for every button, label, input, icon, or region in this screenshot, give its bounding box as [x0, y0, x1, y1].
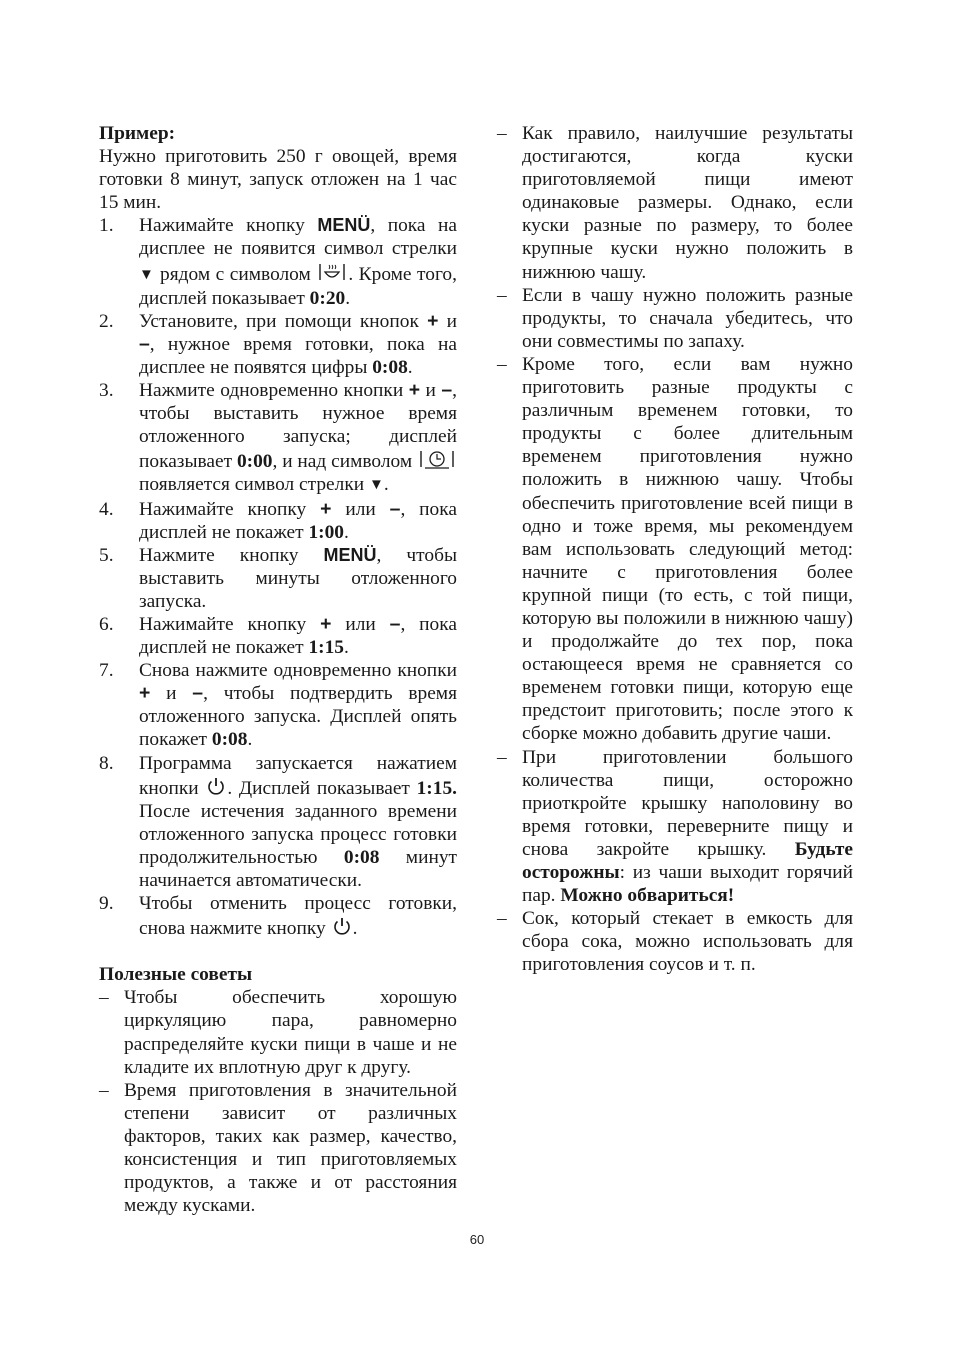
step-text: , пока на дисплее не появится символ стрелки: [139, 215, 457, 260]
step-text: .: [352, 918, 358, 940]
menu-button-label: MENÜ: [317, 215, 371, 236]
step-number: 2.: [99, 310, 114, 332]
dash-bullet: –: [497, 908, 507, 930]
display-value: 1:15.: [416, 777, 458, 799]
step-number: 5.: [99, 544, 114, 566]
step-number: 7.: [99, 660, 114, 682]
power-icon: [331, 915, 353, 937]
steps-list: [99, 214, 457, 940]
dash-bullet: –: [99, 1079, 109, 1101]
step-text: Нажимайте кнопку: [139, 215, 318, 237]
plus-button-label: +: [139, 682, 151, 705]
tip-item: [497, 907, 853, 976]
step-2: [99, 310, 457, 379]
minus-button-label: –: [441, 379, 453, 402]
step-text: Чтобы отменить процесс готовки, снова нажмите кнопку: [139, 893, 457, 940]
step-text: и: [420, 380, 442, 402]
tip-item: [99, 1079, 457, 1218]
step-number: 1.: [99, 215, 114, 237]
step-text: .: [407, 356, 413, 378]
display-value: 0:08: [343, 846, 380, 868]
tip-item: [497, 353, 853, 746]
warning-text: Будьте осторожны: [522, 838, 853, 883]
step-text: Нажимайте кнопку: [139, 498, 321, 520]
step-text: .: [345, 287, 351, 309]
step-text: рядом с символом: [154, 263, 317, 285]
plus-button-label: +: [427, 309, 439, 332]
step-4: [99, 498, 457, 544]
step-text: .: [344, 521, 349, 543]
step-text: Нажимайте кнопку: [139, 613, 321, 635]
tips-list-left: [99, 986, 457, 1217]
example-intro: Нужно приготовить 250 г овощей, время готовки 8 минут, запуск отложен на 1 час 15 мин.: [99, 146, 457, 214]
plus-button-label: +: [408, 379, 421, 402]
dash-bullet: –: [497, 284, 507, 306]
display-value: 0:08: [372, 356, 408, 378]
tip-text: При приготовлении большого количества пищи, осторожно приоткройте крышку наполовину во время готовки, переверните пищу и снова закройте крышку.: [522, 746, 853, 860]
step-text: Нажмите кнопку: [139, 544, 324, 566]
step-text: , чтобы выставить минуты отложенного запуска.: [139, 544, 457, 612]
page-number: 60: [469, 1232, 485, 1247]
dash-bullet: –: [497, 746, 507, 768]
tip-text: Если в чашу нужно положить разные продукты, то сначала убедитесь, что они совместимы по запаху.: [522, 284, 853, 352]
right-column: [497, 122, 853, 976]
tip-item: [497, 284, 853, 353]
down-triangle-icon: ▼: [139, 266, 155, 283]
step-text: , пока дисплей не покажет: [139, 498, 457, 543]
display-value: 0:08: [211, 729, 248, 751]
warning-text: Можно обвариться!: [560, 885, 735, 907]
tip-text: : из чаши выходит горячий пар.: [522, 862, 853, 907]
step-text: , чтобы выставить нужное время отложенного запуска; дисплей показывает: [139, 380, 457, 473]
step-text: появляется символ стрелки: [139, 474, 369, 496]
step-number: 3.: [99, 380, 114, 402]
step-7: [99, 659, 457, 751]
step-text: , чтобы подтвердить время отложенного запуска. Дисплей опять покажет: [139, 683, 457, 751]
tip-item: [99, 986, 457, 1078]
step-text: , нужное время готовки, пока на дисплее не появятся цифры: [139, 333, 457, 378]
step-text: . Дисплей показывает: [227, 777, 417, 799]
step-text: Снова нажмите одновременно кнопки: [139, 660, 457, 682]
step-text: .: [247, 729, 253, 751]
display-value: 0:00: [236, 451, 273, 473]
plus-button-label: +: [320, 497, 332, 520]
example-heading: Пример:: [99, 123, 176, 144]
tip-text: Сок, который стекает в емкость для сбора сока, можно использовать для приготовления соусов и т. п.: [522, 908, 853, 976]
step-number: 6.: [99, 613, 114, 635]
step-text: Программа запускается нажатием кнопки: [139, 752, 457, 799]
steam-basket-icon: [316, 261, 348, 283]
step-number: 9.: [99, 893, 114, 915]
plus-button-label: +: [320, 612, 332, 635]
step-text: . Кроме того, дисплей показывает: [139, 263, 457, 309]
step-number: 8.: [99, 752, 114, 774]
step-text: или: [331, 498, 390, 520]
minus-button-label: –: [389, 612, 401, 635]
step-6: [99, 613, 457, 659]
tip-text: Кроме того, если вам нужно приготовить разные продукты с различным временем готовки, то продукты с более длительным временем приготовления нужно положить в нижнюю чашу. Чтобы обеспечить приготовление всей пищи в одно и тоже время, мы рекомендуем вам использовать следующий метод: начните с приготовления более крупной пищи (то есть, с той пищи, которую вы положили в нижнюю чашу) и продолжайте до тех пор, пока остающееся время не сравняется со временем готовки пищи, которую еще предстоит приготовить; после этого к сборке можно добавить другие чаши.: [522, 353, 853, 745]
step-8: [99, 752, 457, 893]
tip-text: Чтобы обеспечить хорошую циркуляцию пара, равномерно распределяйте куски пищи в чаше и не кладите их вплотную друг к другу.: [124, 987, 457, 1078]
dash-bullet: –: [99, 987, 109, 1009]
spacer: [99, 940, 457, 963]
tip-text: Как правило, наилучшие результаты достигаются, когда куски приготовляемой пищи имеют одинаковые размеры. Однако, если куски разные по размеру, то более крупные куски нужно положить в нижнюю чашу.: [522, 123, 853, 283]
tip-item: [497, 122, 853, 284]
step-text: и: [150, 683, 193, 705]
step-number: 4.: [99, 498, 114, 520]
down-triangle-icon: ▼: [369, 477, 384, 494]
step-text: После истечения заданного времени отложенного запуска процесс готовки продолжительностью: [139, 800, 457, 868]
power-icon: [205, 775, 227, 797]
dash-bullet: –: [497, 123, 507, 144]
step-text: , и над символом: [272, 451, 417, 473]
step-text: и: [438, 310, 457, 332]
step-5: [99, 544, 457, 613]
step-text: Нажмите одновременно кнопки: [139, 380, 409, 402]
minus-button-label: –: [139, 332, 150, 355]
step-text: , пока дисплей не покажет: [139, 613, 457, 659]
left-column: [99, 122, 457, 1217]
tips-heading: Полезные советы: [99, 964, 253, 986]
minus-button-label: –: [192, 682, 204, 705]
menu-button-label: MENÜ: [323, 544, 377, 565]
step-3: [99, 379, 457, 497]
step-text: или: [331, 613, 390, 635]
display-value: 0:20: [309, 287, 346, 309]
tips-list-right: [497, 122, 853, 976]
step-9: [99, 892, 457, 940]
tip-item: [497, 746, 853, 908]
step-1: [99, 214, 457, 309]
dash-bullet: –: [497, 353, 507, 375]
step-text: Установите, при помощи кнопок: [139, 310, 428, 332]
display-value: 1:00: [308, 521, 344, 543]
tip-text: Время приготовления в значительной степени зависит от различных факторов, таких как размер, качество, консистенция и тип приготовляемых продуктов, а также и от расстояния между кусками.: [124, 1079, 457, 1217]
step-text: .: [383, 474, 389, 496]
display-value: 1:15: [308, 637, 344, 659]
minus-button-label: –: [389, 497, 401, 520]
step-text: минут начинается автоматически.: [139, 846, 457, 891]
step-text: .: [344, 637, 349, 659]
delay-timer-icon: [417, 448, 457, 470]
